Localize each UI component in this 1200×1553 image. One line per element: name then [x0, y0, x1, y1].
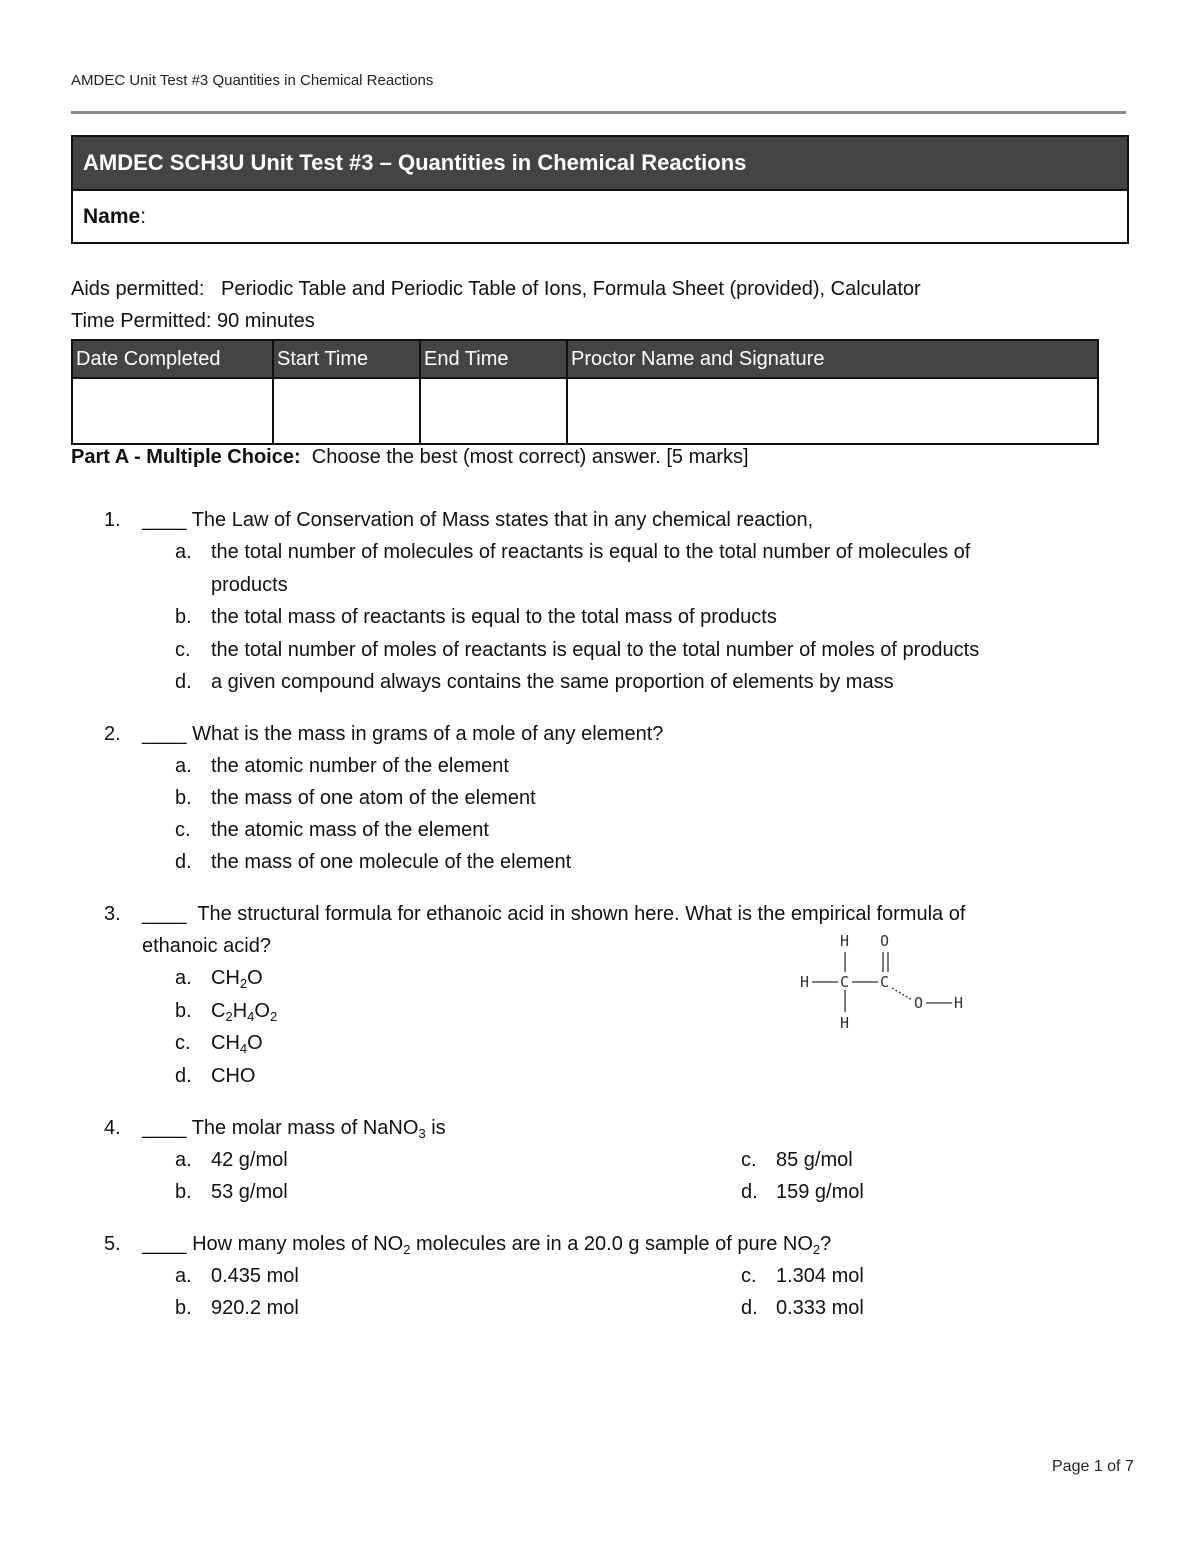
page-number: Page 1 of 7: [1052, 1458, 1134, 1475]
part-a-instructions: Choose the best (most correct) answer. [5 marks]: [300, 446, 749, 468]
option-text: 0.333 mol: [776, 1297, 864, 1319]
answer-blank[interactable]: ____: [142, 1233, 187, 1255]
option-letter: b.: [175, 1181, 192, 1203]
time-permitted: Time Permitted: 90 minutes: [71, 310, 315, 332]
answer-blank[interactable]: ____: [142, 723, 187, 745]
option-text: 42 g/mol: [211, 1149, 288, 1171]
proctor-table: [71, 339, 1099, 445]
option-letter: c.: [175, 819, 191, 841]
question-text-cont: ethanoic acid?: [142, 935, 271, 957]
option-text: 920.2 mol: [211, 1297, 299, 1319]
part-a-label: Part A - Multiple Choice:: [71, 446, 301, 468]
question-number: 1.: [104, 509, 121, 531]
option-text: the atomic mass of the element: [211, 819, 489, 841]
question-number: 3.: [104, 903, 121, 925]
option-text: the atomic number of the element: [211, 755, 509, 777]
question-stem: The molar mass of NaNO$_3$ is: [191, 1117, 446, 1141]
option-formula: $CH_2O$: [211, 967, 263, 991]
option-letter: d.: [175, 851, 192, 873]
option-text: the total number of molecules of reactants is equal to the total number of molecules of: [211, 541, 971, 563]
answer-blank[interactable]: ____: [142, 903, 187, 925]
option-text-cont: products: [211, 574, 288, 596]
option-text: 53 g/mol: [211, 1181, 288, 1203]
option-letter: a.: [175, 1149, 192, 1171]
cell-proctor[interactable]: [567, 378, 1098, 444]
question-text: [142, 903, 965, 926]
option-letter: a.: [175, 541, 192, 563]
option-text: the total number of moles of reactants is equal to the total number of moles of products: [211, 639, 980, 661]
header-start-time: Start Time: [273, 340, 420, 378]
question-number: 5.: [104, 1233, 121, 1255]
option-letter: a.: [175, 967, 192, 989]
question-text: [142, 509, 813, 532]
question-text: [142, 1117, 446, 1141]
header-date-completed: Date Completed: [72, 340, 273, 378]
cell-date-completed[interactable]: [72, 378, 273, 444]
ethanoic-acid-structure: [790, 928, 980, 1038]
option-formula: CHO: [211, 1065, 256, 1087]
header-end-time: End Time: [420, 340, 567, 378]
option-text: the mass of one molecule of the element: [211, 851, 572, 873]
option-text: 85 g/mol: [776, 1149, 853, 1171]
question-stem: What is the mass in grams of a mole of any element?: [192, 723, 664, 745]
question-text: [142, 1233, 831, 1257]
option-letter: d.: [741, 1297, 758, 1319]
option-text: a given compound always contains the same proportion of elements by mass: [211, 671, 894, 693]
header-proctor: Proctor Name and Signature: [567, 340, 1098, 378]
question-text: [142, 723, 663, 746]
option-letter: d.: [175, 1065, 192, 1087]
option-letter: c.: [741, 1265, 757, 1287]
title-box: [71, 135, 1129, 244]
question-stem: The Law of Conservation of Mass states that in any chemical reaction,: [191, 509, 814, 531]
option-letter: c.: [741, 1149, 757, 1171]
option-letter: b.: [175, 1000, 192, 1022]
atom-o-hydroxyl: O: [914, 994, 924, 1012]
option-letter: a.: [175, 1265, 192, 1287]
atom-o-double: O: [880, 932, 890, 950]
option-letter: d.: [175, 671, 192, 693]
question-stem: The structural formula for ethanoic acid in shown here. What is the empirical formula of: [192, 903, 966, 925]
name-label: Name: [83, 205, 141, 228]
option-letter: a.: [175, 755, 192, 777]
option-text: the mass of one atom of the element: [211, 787, 536, 809]
atom-c2: C: [880, 973, 890, 991]
header-rule: [71, 111, 1126, 114]
option-text: the total mass of reactants is equal to the total mass of products: [211, 606, 777, 628]
bond: [892, 988, 912, 1000]
option-formula: $CH_4O$: [211, 1032, 263, 1056]
option-letter: d.: [741, 1181, 758, 1203]
option-letter: b.: [175, 1297, 192, 1319]
atom-c1: C: [840, 973, 850, 991]
name-field[interactable]: [73, 191, 1127, 242]
question-number: 4.: [104, 1117, 121, 1139]
option-letter: b.: [175, 606, 192, 628]
test-title: AMDEC SCH3U Unit Test #3 – Quantities in Chemical Reactions: [73, 137, 1127, 191]
name-colon: :: [140, 205, 147, 228]
aids-permitted: Aids permitted: Periodic Table and Periodic Table of Ions, Formula Sheet (provided), Calculator: [71, 278, 921, 300]
option-formula: $C_2H_4O_2$: [211, 1000, 278, 1024]
atom-h-top: H: [840, 932, 850, 950]
question-number: 2.: [104, 723, 121, 745]
answer-blank[interactable]: ____: [142, 1117, 187, 1139]
answer-blank[interactable]: ____: [142, 509, 187, 531]
running-header: AMDEC Unit Test #3 Quantities in Chemical Reactions: [71, 72, 434, 89]
option-text: 1.304 mol: [776, 1265, 864, 1287]
part-a-heading: [71, 446, 749, 469]
atom-h-left: H: [800, 973, 810, 991]
cell-start-time[interactable]: [273, 378, 420, 444]
option-letter: b.: [175, 787, 192, 809]
option-text: 159 g/mol: [776, 1181, 864, 1203]
atom-h-bottom: H: [840, 1014, 850, 1032]
question-stem: How many moles of $NO_2$ molecules are in a 20.0 g sample of pure $NO_2$?: [192, 1233, 832, 1257]
option-letter: c.: [175, 639, 191, 661]
atom-h-hydroxyl: H: [954, 994, 964, 1012]
option-text: 0.435 mol: [211, 1265, 299, 1287]
cell-end-time[interactable]: [420, 378, 567, 444]
option-letter: c.: [175, 1032, 191, 1054]
